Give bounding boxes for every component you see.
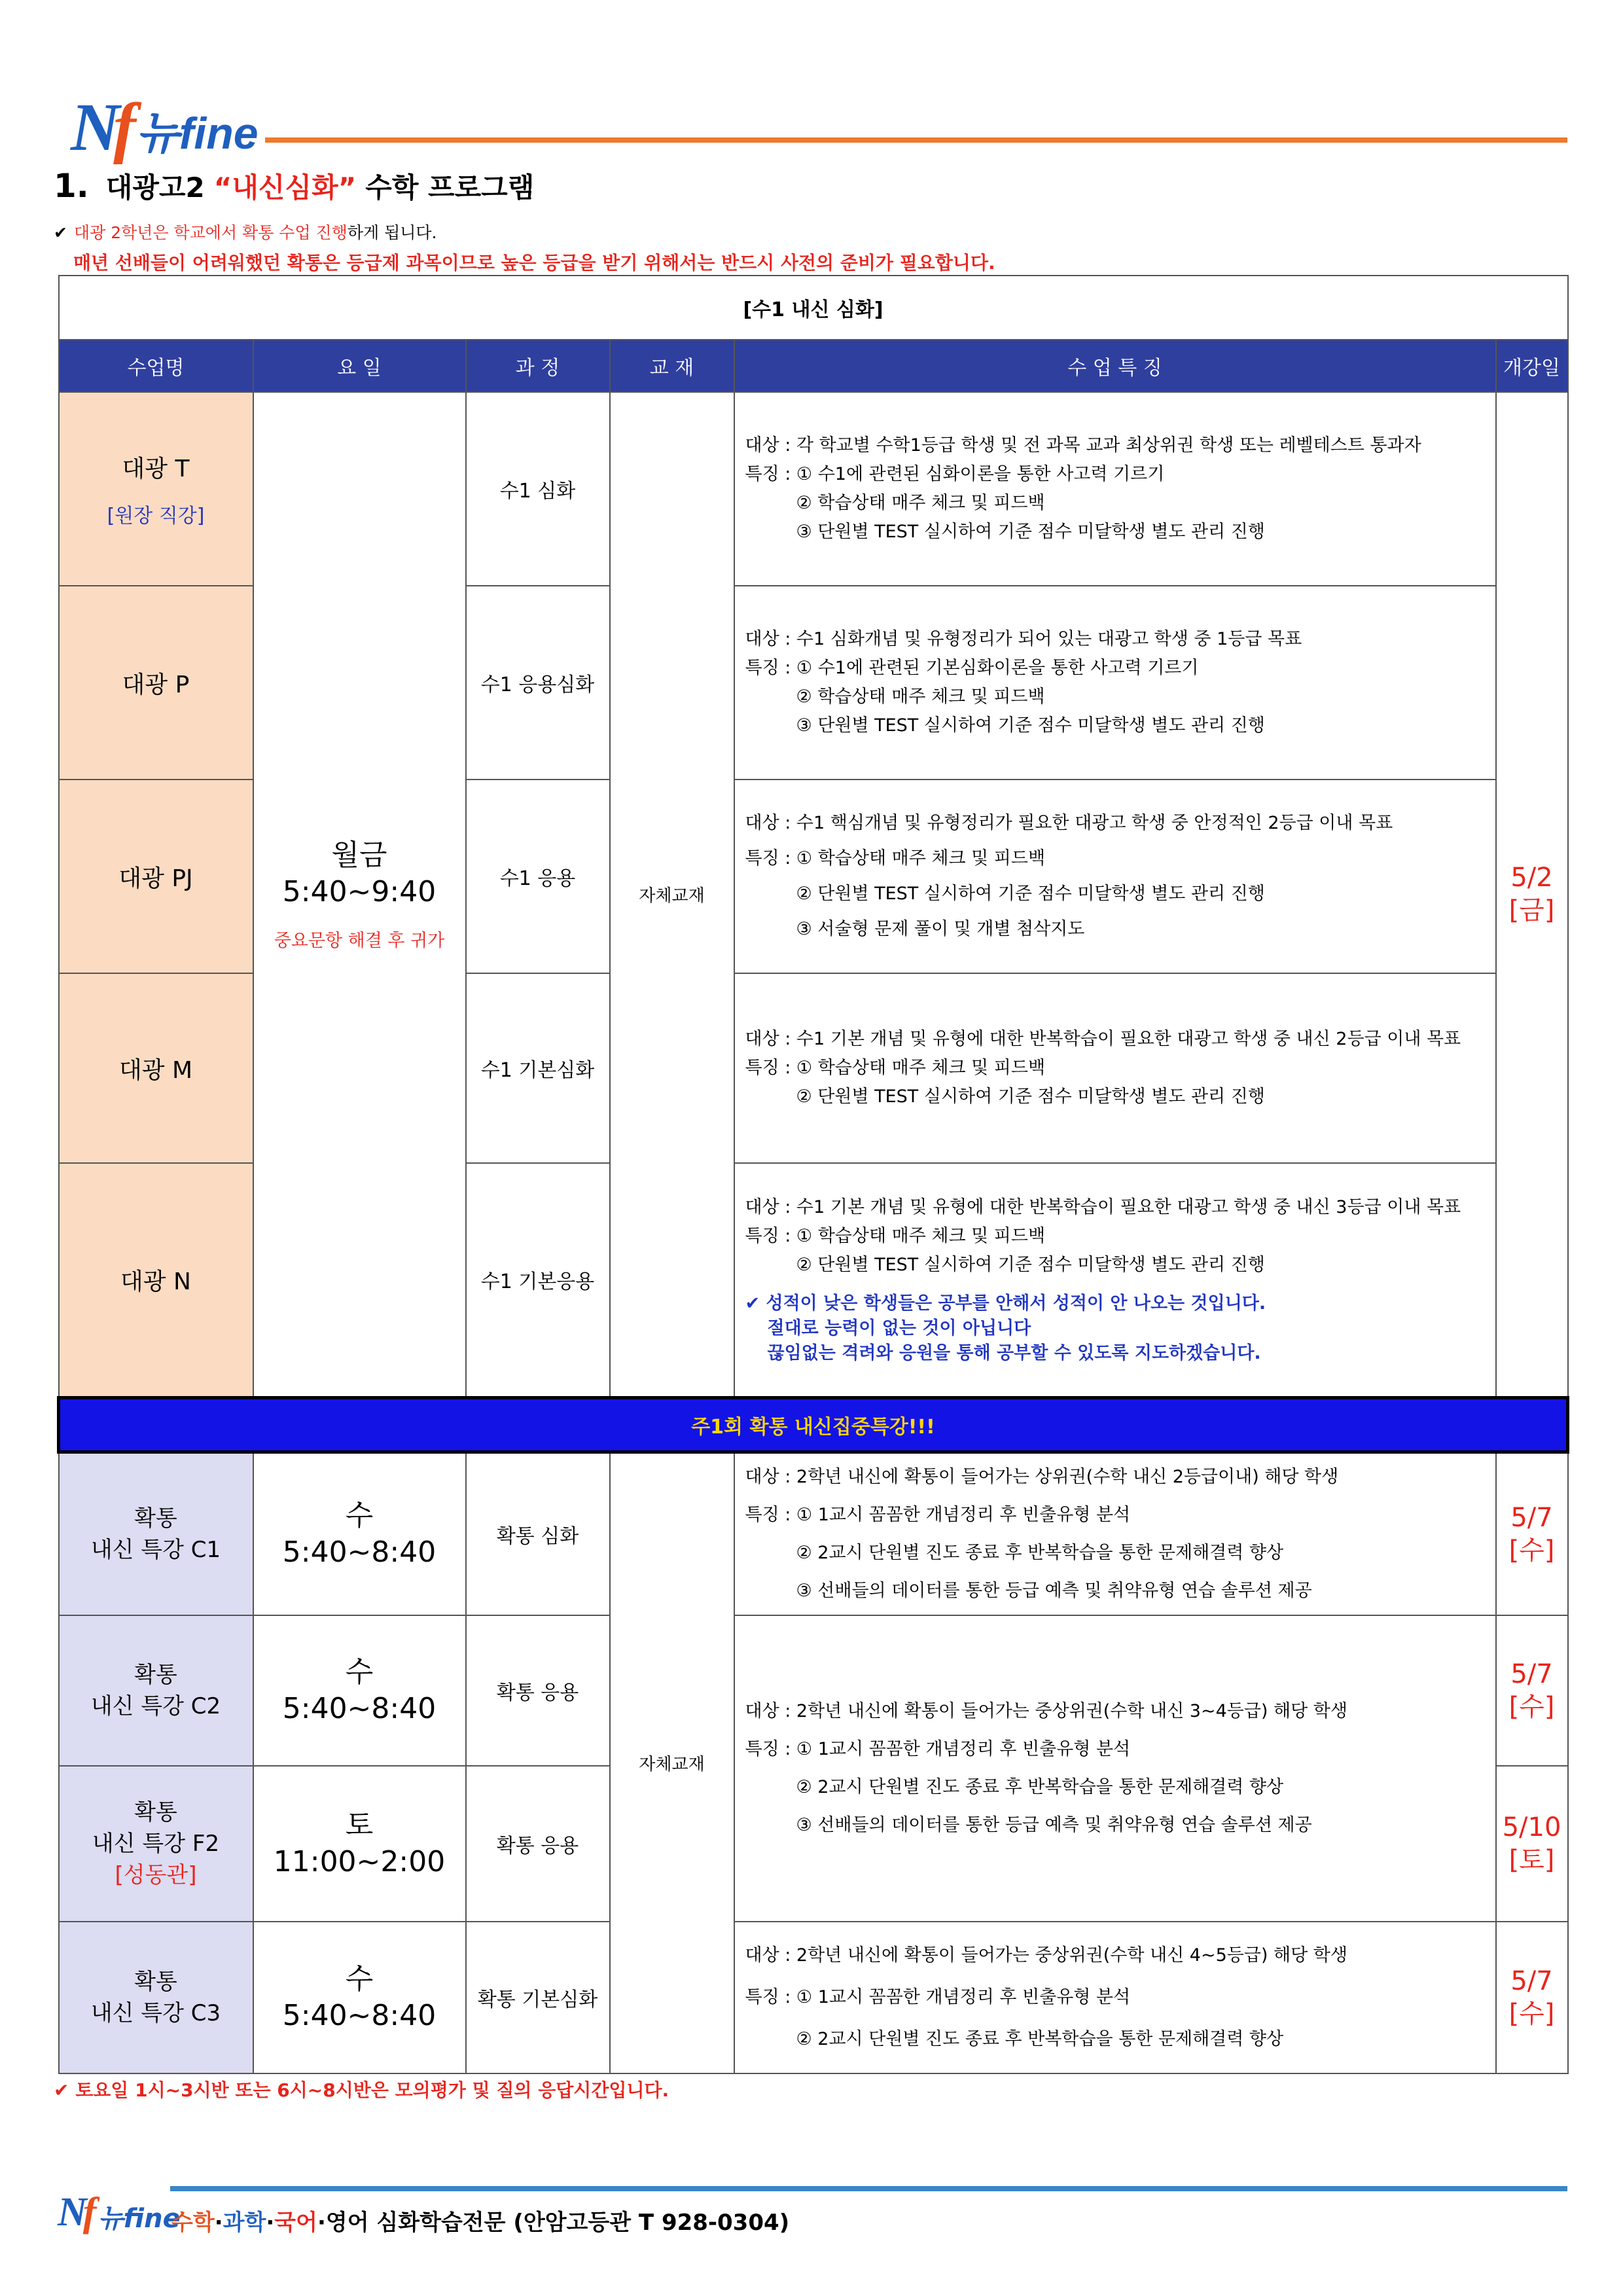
class-name-cell: 대광 P [59,586,253,780]
notice-line-2: 매년 선배들이 어려워했던 확통은 등급제 과목이므로 높은 등급을 받기 위해서는 반드시 사전의 준비가 필요합니다. [73,252,995,274]
encouragement-line: 절대로 능력이 없는 것이 아닙니다 [767,1318,1031,1339]
feature-line: 특징 : ① 학습상태 매주 체크 및 피드백 [745,1058,1046,1078]
open-date: 5/2 [1510,863,1553,893]
open-date: 5/7 [1510,1659,1553,1689]
day-time: 5:40~8:40 [282,1692,437,1725]
feature-line: ② 단원별 TEST 실시하여 기준 점수 미달학생 별도 관리 진행 [796,1255,1265,1276]
class-name-cell: 대광 PJ [59,780,253,973]
header-features: 수 업 특 징 [734,340,1496,392]
class-sub: [원장 직강] [107,504,205,528]
class-name-cell: 대광 N [59,1163,253,1397]
textbook-cell: 자체교재 [610,1452,734,2073]
open-date-cell [1496,392,1568,1397]
feature-line: ② 단원별 TEST 실시하여 기준 점수 미달학생 별도 관리 진행 [796,884,1265,904]
feature-line: 특징 : ① 1교시 꼼꼼한 개념정리 후 빈출유형 분석 [745,1504,1131,1525]
class-name-cell [59,1615,253,1766]
feature-target: 대상 : 수1 심화개념 및 유형정리가 되어 있는 대광고 학생 중 1등급 목표 [745,629,1302,649]
footer-dot: · [214,2210,223,2236]
feature-line: ② 학습상태 매주 체크 및 피드백 [796,687,1045,707]
feature-target: 대상 : 2학년 내신에 확통이 들어가는 상위권(수학 내신 2등급이내) 해당 학생 [745,1466,1339,1487]
class-line: 내신 특강 F2 [92,1831,220,1857]
day-time: 11:00~2:00 [273,1845,446,1878]
feature-target: 대상 : 수1 기본 개념 및 유형에 대한 반복학습이 필요한 대광고 학생 중 내신 3등급 이내 목표 [745,1197,1461,1218]
header-rule [265,137,1567,143]
class-line: 확통 [134,1799,177,1825]
footer-contact: 심화학습전문 (안암고등관 T 928-0304) [368,2210,790,2236]
class-name-cell [59,1766,253,1922]
footer-dot: · [266,2210,275,2236]
title-prefix: 대광고2 [105,171,205,204]
class-location: [성동관] [115,1862,197,1888]
feature-line: 특징 : ① 학습상태 매주 체크 및 피드백 [745,848,1046,869]
title-suffix: 수학 프로그램 [365,171,535,204]
day-time: 5:40~8:40 [282,1999,437,2032]
course-cell: 확통 기본심화 [466,1922,610,2073]
class-line: 내신 특강 C2 [90,1693,221,1719]
textbook-cell: 자체교재 [610,392,734,1397]
footer-brand-name: 뉴fine [98,2204,181,2234]
feature-line: ③ 단원별 TEST 실시하여 기준 점수 미달학생 별도 관리 진행 [796,715,1265,736]
page-title [54,166,534,206]
open-day: [금] [1508,895,1555,926]
feature-line: ③ 선배들의 데이터를 통한 등급 예측 및 취약유형 연습 솔루션 제공 [796,1815,1312,1835]
features-cell [734,392,1496,586]
header-course: 과 정 [466,340,610,392]
feature-line: ② 단원별 TEST 실시하여 기준 점수 미달학생 별도 관리 진행 [796,1086,1265,1107]
open-date-cell [1496,1922,1568,2073]
feature-line: ② 학습상태 매주 체크 및 피드백 [796,493,1045,513]
class-name: 대광 T [122,455,190,482]
open-date: 5/7 [1510,1966,1553,1996]
class-line: 내신 특강 C3 [90,2000,221,2026]
day-main: 수 [345,1498,374,1532]
feature-line: 특징 : ① 학습상태 매주 체크 및 피드백 [745,1226,1046,1247]
table-header-row [59,340,1568,392]
header-class: 수업명 [59,340,253,392]
features-cell [734,586,1496,780]
day-time: 5:40~8:40 [282,1535,437,1569]
course-cell: 수1 응용심화 [466,586,610,780]
day-main: 수 [345,1962,374,1996]
day-note: 중요문항 해결 후 귀가 [274,930,445,951]
day-cell [253,1766,466,1922]
feature-line: ② 2교시 단원별 진도 종료 후 반복학습을 통한 문제해결력 향상 [796,2029,1284,2049]
open-date: 5/7 [1510,1502,1553,1533]
feature-line: ② 2교시 단원별 진도 종료 후 반복학습을 통한 문제해결력 향상 [796,1777,1284,1797]
course-cell: 수1 기본심화 [466,973,610,1163]
feature-target: 대상 : 수1 핵심개념 및 유형정리가 필요한 대광고 학생 중 안정적인 2등급 이내 목표 [745,813,1393,833]
day-main: 토 [345,1808,374,1842]
footer-subject: 과학 [223,2210,266,2236]
feature-line: 특징 : ① 수1에 관련된 심화이론을 통한 사고력 기르기 [745,464,1165,484]
feature-line: ③ 선배들의 데이터를 통한 등급 예측 및 취약유형 연습 솔루션 제공 [796,1580,1312,1601]
table-row [59,1452,1568,1615]
class-name-cell [59,392,253,586]
class-name-cell [59,1452,253,1615]
footer-subject: 영어 [325,2210,369,2236]
course-cell: 확통 응용 [466,1615,610,1766]
footer-tagline [171,2204,789,2236]
feature-target: 대상 : 수1 기본 개념 및 유형에 대한 반복학습이 필요한 대광고 학생 중 내신 2등급 이내 목표 [745,1029,1461,1049]
day-time: 5:40~9:40 [282,874,437,908]
feature-line: ② 2교시 단원별 진도 종료 후 반복학습을 통한 문제해결력 향상 [796,1542,1284,1563]
encouragement-line: ✔ 성적이 낮은 학생들은 공부를 안해서 성적이 안 나오는 것입니다. [745,1293,1266,1314]
course-cell: 수1 심화 [466,392,610,586]
features-cell [734,1163,1496,1397]
table-row [59,1615,1568,1766]
feature-line: 특징 : ① 1교시 꼼꼼한 개념정리 후 빈출유형 분석 [745,1987,1131,2007]
header-textbook: 교 재 [610,340,734,392]
notice-red-text: 대광 2학년은 학교에서 확통 수업 진행 [73,223,348,242]
encouragement-line: 끊임없는 격려와 응원을 통해 공부할 수 있도록 지도하겠습니다. [767,1343,1261,1364]
course-cell: 수1 기본응용 [466,1163,610,1397]
class-name-cell [59,1922,253,2073]
features-cell [734,1452,1496,1615]
class-line: 확통 [134,1969,177,1995]
feature-target: 대상 : 각 학교별 수학1등급 학생 및 전 과목 교과 최상위권 학생 또는 레벨테스트 통과자 [745,435,1421,456]
title-highlight: “내신심화” [213,171,357,204]
footer-brand-mark: Nf [58,2190,93,2234]
class-name-cell: 대광 M [59,973,253,1163]
feature-target: 대상 : 2학년 내신에 확통이 들어가는 중상위권(수학 내신 4~5등급) 해당 학생 [745,1945,1347,1965]
day-cell [253,392,466,1397]
course-cell: 확통 응용 [466,1766,610,1922]
feature-line: 특징 : ① 수1에 관련된 기본심화이론을 통한 사고력 기르기 [745,658,1199,678]
class-line: 확통 [134,1662,177,1688]
title-number: 1. [54,167,89,205]
day-cell [253,1452,466,1615]
open-day: [수] [1508,1692,1555,1722]
day-main: 월금 [331,838,387,872]
brand-logo [71,92,267,164]
feature-line: ③ 단원별 TEST 실시하여 기준 점수 미달학생 별도 관리 진행 [796,522,1265,542]
open-date-cell [1496,1615,1568,1766]
features-cell [734,1615,1496,1922]
banner-text: 주1회 확통 내신집중특강!!! [59,1397,1568,1452]
program-table [57,275,1569,2074]
open-date-cell [1496,1766,1568,1922]
class-line: 확통 [134,1505,177,1532]
table-row [59,1922,1568,2073]
open-date: 5/10 [1502,1812,1561,1842]
check-icon: ✔ [54,223,67,242]
footer-subject: 국어 [274,2210,317,2236]
feature-target: 대상 : 2학년 내신에 확통이 들어가는 중상위권(수학 내신 3~4등급) 해당 학생 [745,1701,1347,1721]
open-day: [토] [1508,1845,1555,1875]
special-banner [59,1397,1568,1452]
footer-rule [170,2186,1567,2191]
brand-mark: Nf [71,90,130,165]
notice-text: 하게 됩니다. [347,223,437,242]
features-cell [734,780,1496,973]
notice-line-1 [54,220,437,243]
footer-subject: 수학 [171,2210,215,2236]
open-day: [수] [1508,1999,1555,2029]
features-cell [734,973,1496,1163]
day-cell [253,1922,466,2073]
table-caption: [수1 내신 심화] [59,276,1568,340]
open-day: [수] [1508,1535,1555,1566]
footer-note: ✔ 토요일 1시~3시반 또는 6시~8시반은 모의평가 및 질의 응답시간입니다. [54,2079,669,2101]
course-cell: 수1 응용 [466,780,610,973]
open-date-cell [1496,1452,1568,1615]
footer-dot: · [317,2210,326,2236]
feature-line: 특징 : ① 1교시 꼼꼼한 개념정리 후 빈출유형 분석 [745,1739,1131,1759]
day-main: 수 [345,1655,374,1689]
day-cell [253,1615,466,1766]
header-day: 요 일 [253,340,466,392]
header-open-date: 개강일 [1496,340,1568,392]
table-row [59,392,1568,586]
class-line: 내신 특강 C1 [90,1536,221,1563]
feature-line: ③ 서술형 문제 풀이 및 개별 첨삭지도 [796,919,1085,939]
course-cell: 확통 심화 [466,1452,610,1615]
brand-name: 뉴fine [136,108,259,160]
features-cell [734,1922,1496,2073]
